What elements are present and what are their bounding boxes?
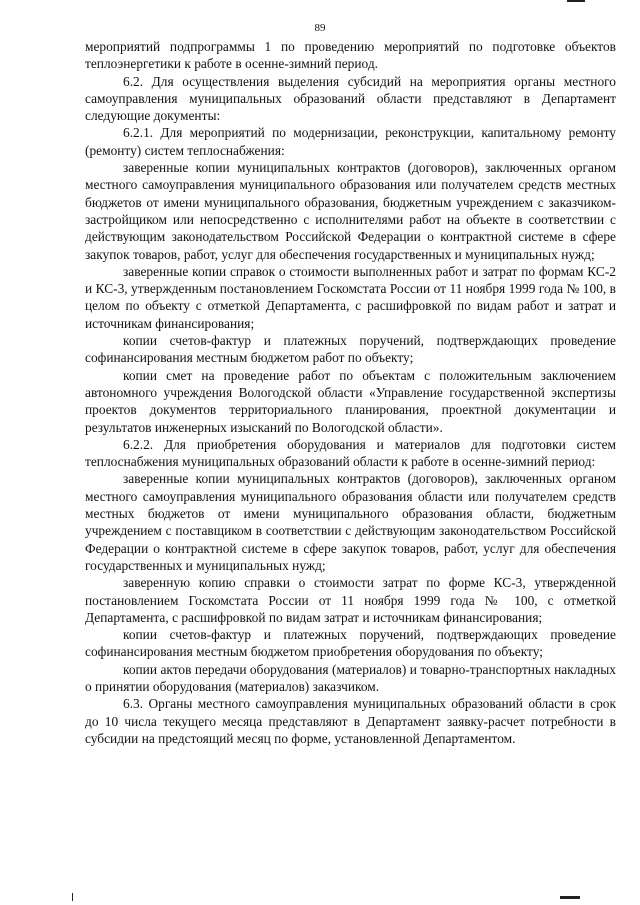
paragraph-estimates: копии смет на проведение работ по объектам с положительным заключением автономного учреждения Вологодской области «Управление государственной экспертизы проектов документов территориального планирования, проектной документации и результатов инженерных изысканий по Вологодской области».	[85, 367, 616, 435]
paragraph-ks3-certificate: заверенную копию справки о стоимости затрат по форме КС-3, утвержденной постановлением Госкомстата России от 11 ноября 1999 года № 100, с отметкой Департамента, с расшифровкой по видам затрат и источникам финансирования;	[85, 575, 616, 625]
paragraph-6-2-2: 6.2.2. Для приобретения оборудования и материалов для подготовки систем теплоснабжения муниципальных образований области к работе в осенне-зимний период:	[85, 436, 616, 470]
scan-artifact-top-right	[567, 0, 585, 2]
scan-artifact-bottom-right	[560, 896, 580, 899]
document-body	[85, 38, 616, 747]
paragraph-6-2: 6.2. Для осуществления выделения субсидий на мероприятия органы местного самоуправления муниципальных образований области представляют в Департамент следующие документы:	[85, 73, 616, 124]
paragraph-6-3: 6.3. Органы местного самоуправления муниципальных образований области в срок до 10 числа текущего месяца представляют в Департамент заявку-расчет потребности в субсидии на предстоящий месяц по форме, установленной Департаментом.	[85, 696, 616, 746]
paragraph-6-2-1: 6.2.1. Для мероприятий по модернизации, реконструкции, капитальному ремонту (ремонту) систем теплоснабжения:	[85, 125, 616, 158]
paragraph-continuation: мероприятий подпрограммы 1 по проведению мероприятий по подготовке объектов теплоэнергетики к работе в осенне-зимний период.	[85, 39, 616, 72]
paragraph-equipment-contracts: заверенные копии муниципальных контрактов (договоров), заключенных органом местного самоуправления муниципального образования области или получателем средств местных бюджетов от имени муниципального образования области, бюджетным учреждением с поставщиком в соответствии с действующим законодательством Российской Федерации о контрактной системе в сфере закупок товаров, работ, услуг для обеспечения государственных и муниципальных нужд;	[85, 471, 616, 573]
paragraph-invoices: копии счетов-фактур и платежных поручений, подтверждающих проведение софинансирования местным бюджетом работ по объекту;	[85, 333, 616, 366]
paragraph-transfer-acts: копии актов передачи оборудования (материалов) и товарно-транспортных накладных о принятии оборудования (материалов) заказчиком.	[85, 661, 616, 694]
paragraph-equipment-invoices: копии счетов-фактур и платежных поручений, подтверждающих проведение софинансирования местным бюджетом приобретения оборудования по объекту;	[85, 627, 616, 660]
paragraph-ks-certificates: заверенные копии справок о стоимости выполненных работ и затрат по формам КС-2 и КС-3, утвержденным постановлением Госкомстата России от 11 ноября 1999 года № 100, в целом по объекту с отметкой Департамента, с расшифровкой по видам работ и затрат и источникам финансирования;	[85, 263, 616, 331]
page-number: 89	[314, 22, 326, 34]
scan-artifact-bottom-left	[72, 893, 73, 901]
paragraph-contracts-copies: заверенные копии муниципальных контрактов (договоров), заключенных органом местного самоуправления муниципального образования или получателем средств местных бюджетов от имени муниципального образования, бюджетным учреждением с заказчиком-застройщиком или непосредственно с исполнителями работ на объекте в соответствии с действующим законодательством Российской Федерации о контрактной системе в сфере закупок товаров, работ, услуг для обеспечения государственных и муниципальных нужд;	[85, 160, 616, 262]
